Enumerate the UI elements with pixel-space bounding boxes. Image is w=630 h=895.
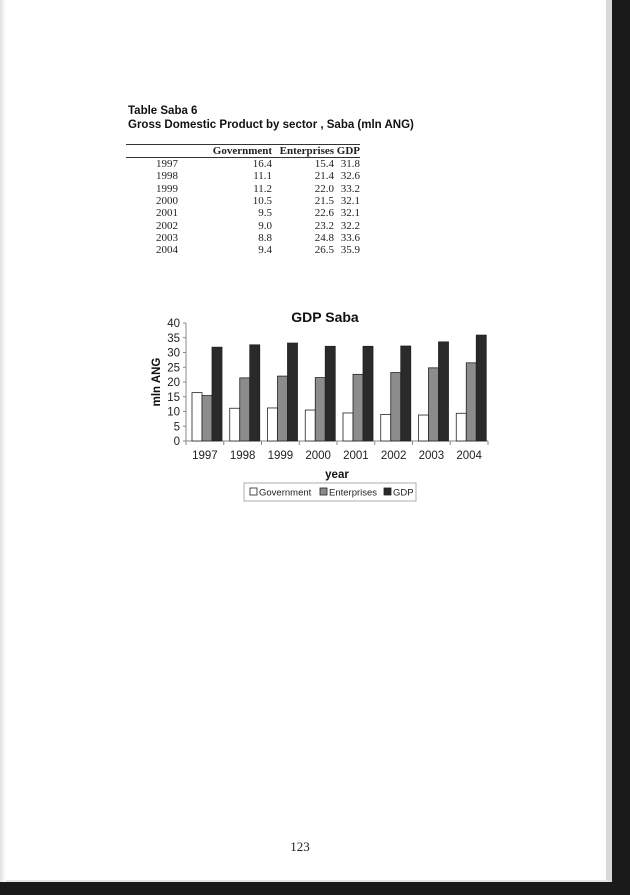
cell-gdp: 35.9: [340, 244, 360, 257]
bar-government: [419, 415, 429, 441]
bar-gdp: [439, 342, 449, 441]
bar-gdp: [401, 346, 411, 441]
y-tick-label: 5: [173, 421, 180, 434]
table-row: [126, 207, 360, 219]
page-edge: [0, 0, 6, 882]
table-row: [126, 244, 360, 256]
bar-gdp: [363, 346, 373, 441]
cell-enterprises: 26.5: [314, 244, 335, 257]
x-tick-label: 2004: [456, 450, 482, 462]
y-tick-label: 20: [167, 377, 180, 389]
x-tick-label: 2003: [418, 450, 445, 462]
cell-gdp: 33.6: [340, 231, 360, 244]
table-row: [126, 232, 360, 244]
cell-government: 11.1: [253, 170, 273, 183]
cell-year: 1998: [156, 170, 178, 183]
cell-gdp: 32.1: [340, 195, 360, 208]
header-enterprises: Enterprises: [272, 145, 334, 158]
header-gdp: GDP: [334, 145, 360, 158]
bar-gdp: [288, 343, 298, 441]
cell-government: 9.0: [258, 219, 273, 232]
table-row: [126, 195, 360, 207]
cell-year: 2001: [156, 207, 178, 220]
y-tick-label: 35: [167, 332, 180, 345]
cell-government: 9.5: [258, 207, 273, 220]
cell-enterprises: 15.4: [314, 158, 335, 171]
cell-enterprises: 21.5: [314, 195, 335, 208]
bar-government: [343, 413, 353, 441]
y-tick-label: 0: [173, 436, 180, 448]
chart-title: GDP Saba: [291, 309, 359, 325]
header-year: [126, 145, 184, 158]
page-number: 123: [290, 839, 310, 854]
bar-gdp: [212, 347, 222, 441]
cell-enterprises: 21.4: [314, 170, 335, 183]
cell-government: 9.4: [258, 244, 273, 257]
gdp-table: [126, 144, 360, 256]
cell-gdp: 32.2: [340, 219, 360, 232]
legend-label-government: Government: [259, 487, 312, 499]
cell-gdp: 33.2: [340, 182, 360, 195]
gdp-chart: [140, 300, 500, 515]
y-tick-label: 25: [167, 362, 180, 375]
x-tick-label: 2002: [380, 450, 407, 462]
legend-label-gdp: GDP: [393, 487, 414, 499]
cell-year: 2003: [156, 231, 178, 244]
cell-enterprises: 24.8: [314, 231, 335, 244]
x-axis-label: year: [325, 469, 349, 481]
cell-gdp: 31.8: [340, 158, 360, 171]
cell-year: 1997: [156, 158, 178, 171]
bar-enterprises: [466, 363, 476, 441]
bar-government: [192, 393, 202, 441]
cell-government: 10.5: [252, 195, 273, 208]
cell-year: 2004: [156, 244, 178, 257]
table-caption: [128, 104, 414, 132]
cell-government: 8.8: [258, 231, 273, 244]
bar-government: [305, 410, 315, 441]
x-tick-label: 2000: [305, 450, 331, 462]
cell-year: 2000: [156, 195, 178, 208]
bar-enterprises: [391, 373, 401, 441]
cell-year: 2002: [156, 219, 178, 232]
x-tick-label: 1997: [192, 450, 218, 462]
bar-gdp: [250, 345, 260, 441]
table-row: [126, 158, 360, 171]
table-title: Gross Domestic Product by sector , Saba (mln ANG): [128, 119, 414, 131]
table-header-row: [126, 145, 360, 158]
bar-gdp: [325, 346, 335, 441]
x-tick-label: 2001: [343, 450, 369, 462]
bar-enterprises: [315, 378, 325, 441]
bar-government: [268, 408, 278, 441]
y-tick-label: 15: [167, 391, 180, 404]
y-axis-label: mln ANG: [151, 357, 163, 407]
x-tick-label: 1999: [267, 450, 294, 462]
y-tick-label: 30: [167, 347, 180, 360]
bar-chart: [140, 300, 500, 510]
bar-government: [381, 414, 391, 441]
legend-swatch-government: [250, 488, 257, 495]
table-row: [126, 170, 360, 182]
header-government: Government: [184, 145, 272, 158]
table-label: Table Saba 6: [128, 105, 198, 117]
bar-gdp: [476, 335, 486, 441]
legend-swatch-enterprises: [320, 488, 327, 495]
cell-enterprises: 22.6: [314, 207, 335, 220]
cell-enterprises: 23.2: [314, 219, 335, 232]
table-row: [126, 219, 360, 231]
cell-government: 16.4: [252, 158, 273, 171]
bar-government: [456, 413, 466, 441]
bar-enterprises: [278, 376, 288, 441]
table-row: [126, 183, 360, 195]
bar-enterprises: [429, 368, 439, 441]
cell-enterprises: 22.0: [314, 182, 335, 195]
cell-gdp: 32.1: [340, 207, 360, 220]
bar-enterprises: [202, 396, 212, 441]
cell-gdp: 32.6: [340, 170, 360, 183]
legend-label-enterprises: Enterprises: [329, 487, 378, 499]
x-tick-label: 1998: [229, 450, 256, 462]
bar-enterprises: [353, 374, 363, 441]
legend-swatch-gdp: [384, 488, 391, 495]
cell-year: 1999: [156, 182, 178, 195]
y-tick-label: 40: [167, 318, 180, 330]
cell-government: 11.2: [253, 182, 273, 195]
y-tick-label: 10: [167, 406, 180, 419]
bar-government: [230, 408, 240, 441]
bar-enterprises: [240, 378, 250, 441]
